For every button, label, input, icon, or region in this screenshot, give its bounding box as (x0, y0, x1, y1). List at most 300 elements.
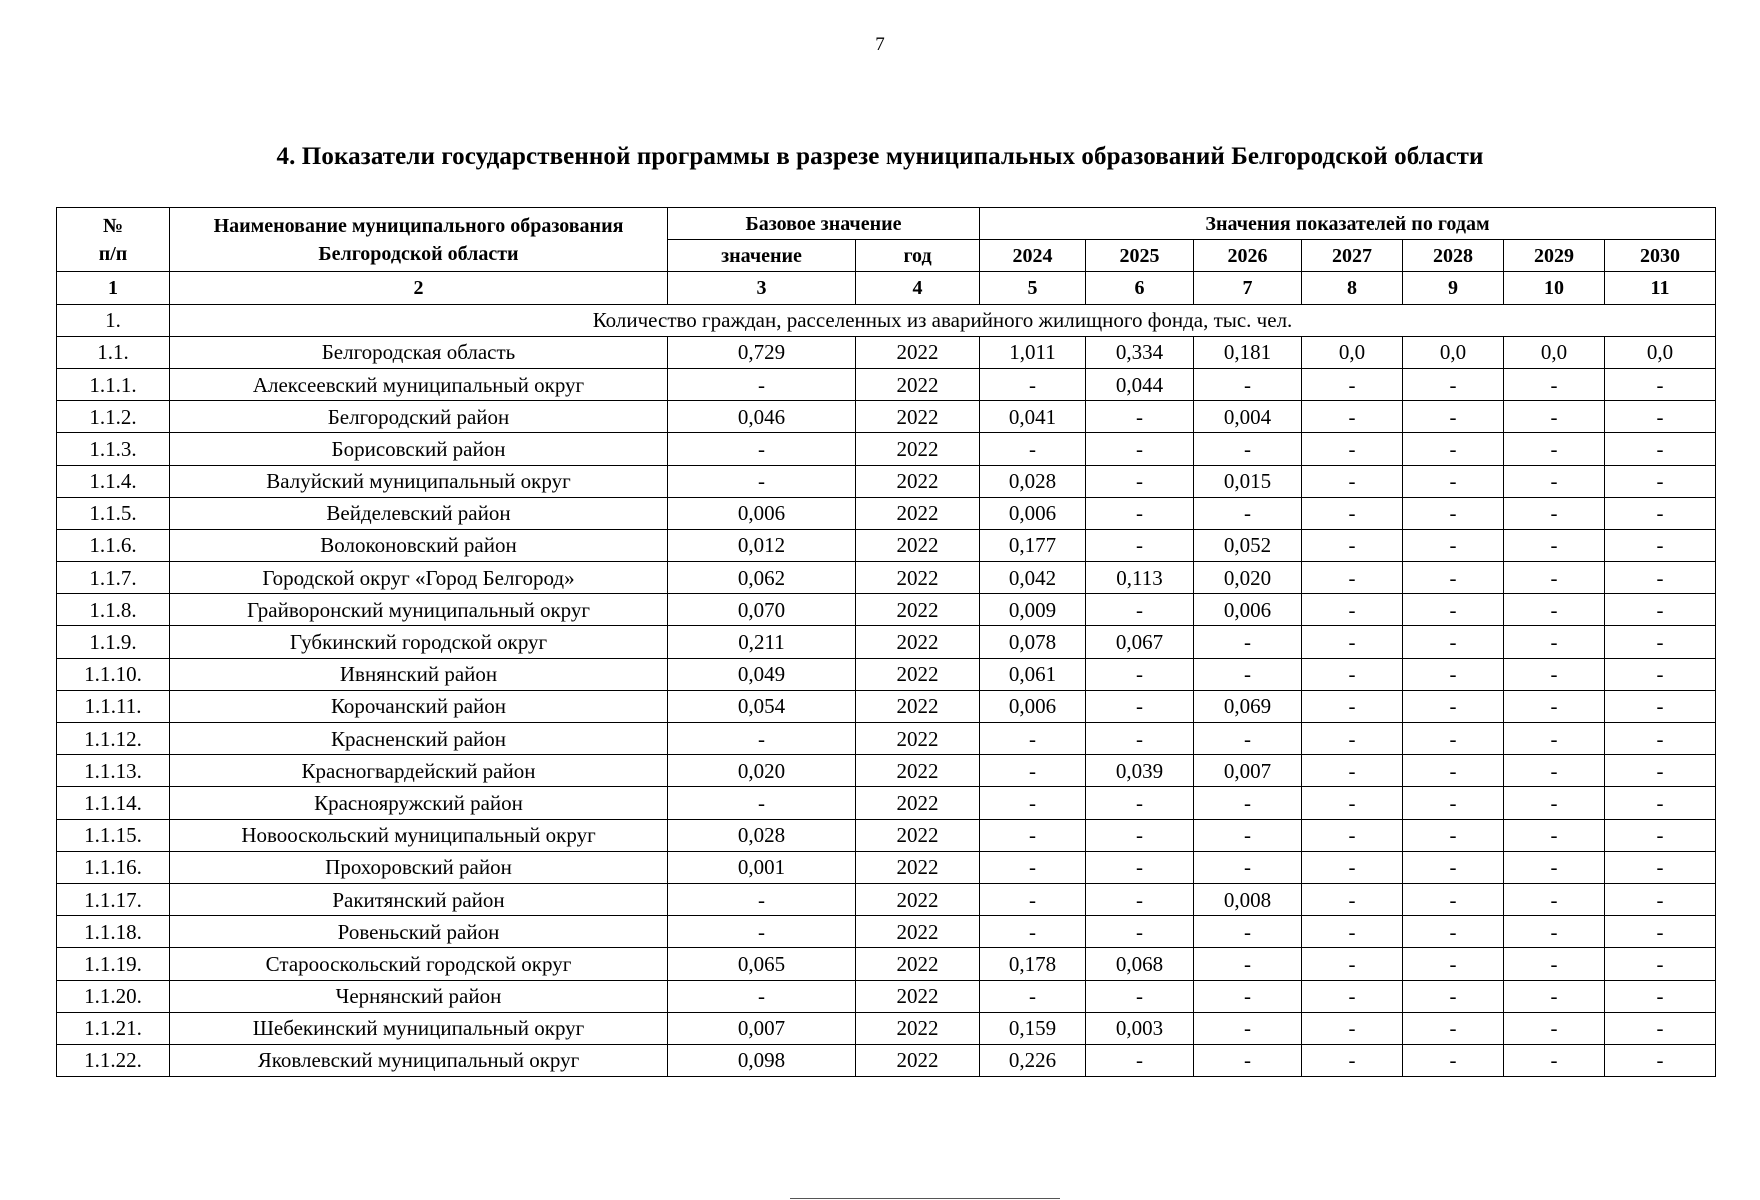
year-value-2028: - (1403, 1012, 1504, 1044)
municipality-name: Красненский район (170, 723, 668, 755)
year-value-2027: - (1302, 401, 1403, 433)
year-value-2029: - (1504, 755, 1605, 787)
year-value-2027: - (1302, 948, 1403, 980)
year-value-2025: - (1086, 690, 1194, 722)
row-number: 1.1.21. (57, 1012, 170, 1044)
row-number: 1.1.1. (57, 368, 170, 400)
base-value: 0,211 (668, 626, 856, 658)
year-value-2024: 0,177 (980, 529, 1086, 561)
year-value-2025: - (1086, 465, 1194, 497)
year-value-2024: 0,006 (980, 690, 1086, 722)
row-number: 1.1.11. (57, 690, 170, 722)
year-value-2027: - (1302, 690, 1403, 722)
column-number: 10 (1504, 272, 1605, 304)
year-value-2024: 0,159 (980, 1012, 1086, 1044)
year-value-2029: - (1504, 787, 1605, 819)
year-value-2029: - (1504, 433, 1605, 465)
row-number: 1.1.19. (57, 948, 170, 980)
base-year: 2022 (856, 819, 980, 851)
year-value-2029: - (1504, 883, 1605, 915)
year-value-2025: - (1086, 401, 1194, 433)
year-value-2030: - (1605, 1012, 1716, 1044)
year-value-2027: - (1302, 562, 1403, 594)
year-value-2025: - (1086, 883, 1194, 915)
year-value-2027: - (1302, 819, 1403, 851)
base-value: 0,020 (668, 755, 856, 787)
year-value-2026: 0,004 (1194, 401, 1302, 433)
year-value-2030: - (1605, 658, 1716, 690)
table-row (57, 368, 1716, 400)
base-year: 2022 (856, 529, 980, 561)
municipality-name: Валуйский муниципальный округ (170, 465, 668, 497)
municipality-name: Волоконовский район (170, 529, 668, 561)
section-title: Количество граждан, расселенных из аварийного жилищного фонда, тыс. чел. (170, 304, 1716, 336)
year-value-2030: - (1605, 594, 1716, 626)
base-value: - (668, 368, 856, 400)
table-row (57, 562, 1716, 594)
year-value-2028: - (1403, 819, 1504, 851)
year-value-2024: - (980, 819, 1086, 851)
year-value-2025: 0,044 (1086, 368, 1194, 400)
row-number: 1.1.22. (57, 1044, 170, 1076)
year-value-2027: - (1302, 883, 1403, 915)
year-value-2026: - (1194, 497, 1302, 529)
year-value-2030: - (1605, 819, 1716, 851)
row-number: 1.1.3. (57, 433, 170, 465)
base-value: 0,001 (668, 851, 856, 883)
year-value-2028: - (1403, 433, 1504, 465)
year-value-2024: 0,042 (980, 562, 1086, 594)
base-value: 0,062 (668, 562, 856, 594)
year-value-2028: - (1403, 401, 1504, 433)
table-row (57, 819, 1716, 851)
row-number: 1.1.17. (57, 883, 170, 915)
header-by-years: Значения показателей по годам (980, 208, 1716, 240)
year-value-2029: - (1504, 916, 1605, 948)
year-value-2025: - (1086, 916, 1194, 948)
year-value-2029: 0,0 (1504, 336, 1605, 368)
year-value-2028: - (1403, 594, 1504, 626)
year-value-2024: - (980, 883, 1086, 915)
table-row (57, 626, 1716, 658)
row-number: 1.1.14. (57, 787, 170, 819)
year-value-2027: - (1302, 1044, 1403, 1076)
base-value: - (668, 787, 856, 819)
header-number-line2: п/п (98, 242, 128, 265)
year-value-2029: - (1504, 948, 1605, 980)
page-number: 7 (875, 34, 885, 55)
year-value-2029: - (1504, 626, 1605, 658)
municipality-name: Корочанский район (170, 690, 668, 722)
row-number: 1.1.9. (57, 626, 170, 658)
table-row (57, 465, 1716, 497)
year-value-2030: - (1605, 497, 1716, 529)
row-number: 1.1.8. (57, 594, 170, 626)
year-value-2028: - (1403, 497, 1504, 529)
year-value-2029: - (1504, 562, 1605, 594)
year-value-2029: - (1504, 980, 1605, 1012)
municipality-name: Шебекинский муниципальный округ (170, 1012, 668, 1044)
year-value-2026: 0,181 (1194, 336, 1302, 368)
year-value-2030: - (1605, 433, 1716, 465)
column-number: 4 (856, 272, 980, 304)
municipality-name: Ракитянский район (170, 883, 668, 915)
table-row (57, 1044, 1716, 1076)
base-year: 2022 (856, 851, 980, 883)
year-value-2028: - (1403, 626, 1504, 658)
table-row (57, 497, 1716, 529)
header-base-value: значение (668, 240, 856, 272)
year-value-2028: - (1403, 980, 1504, 1012)
year-value-2026: 0,006 (1194, 594, 1302, 626)
year-value-2025: - (1086, 497, 1194, 529)
year-value-2026: - (1194, 368, 1302, 400)
document-title: 4. Показатели государственной программы в разрезе муниципальных образований Белгородской области (276, 143, 1484, 170)
year-value-2028: - (1403, 723, 1504, 755)
municipality-name: Новооскольский муниципальный округ (170, 819, 668, 851)
year-value-2030: - (1605, 368, 1716, 400)
year-value-2028: - (1403, 755, 1504, 787)
header-name-line1: Наименование муниципального образования (213, 214, 624, 237)
table-row (57, 948, 1716, 980)
table-row (57, 851, 1716, 883)
year-value-2024: 0,061 (980, 658, 1086, 690)
row-number: 1.1.16. (57, 851, 170, 883)
base-value: 0,054 (668, 690, 856, 722)
header-name-line2: Белгородской области (318, 242, 519, 265)
year-value-2024: - (980, 980, 1086, 1012)
year-value-2024: 0,041 (980, 401, 1086, 433)
year-value-2029: - (1504, 401, 1605, 433)
row-number: 1.1.5. (57, 497, 170, 529)
year-value-2024: - (980, 851, 1086, 883)
year-value-2026: 0,007 (1194, 755, 1302, 787)
base-year: 2022 (856, 497, 980, 529)
table-row (57, 980, 1716, 1012)
year-value-2027: - (1302, 626, 1403, 658)
table-row (57, 723, 1716, 755)
base-value: 0,098 (668, 1044, 856, 1076)
table-row (57, 658, 1716, 690)
column-numbers-row (57, 272, 1716, 304)
year-value-2030: - (1605, 690, 1716, 722)
base-year: 2022 (856, 401, 980, 433)
column-number: 6 (1086, 272, 1194, 304)
table-row (57, 916, 1716, 948)
year-value-2030: - (1605, 465, 1716, 497)
base-year: 2022 (856, 980, 980, 1012)
table-row (57, 401, 1716, 433)
year-value-2026: - (1194, 948, 1302, 980)
year-value-2030: - (1605, 851, 1716, 883)
year-value-2024: 0,028 (980, 465, 1086, 497)
year-value-2028: - (1403, 368, 1504, 400)
base-year: 2022 (856, 562, 980, 594)
year-value-2027: - (1302, 1012, 1403, 1044)
year-value-2025: 0,068 (1086, 948, 1194, 980)
year-value-2027: - (1302, 755, 1403, 787)
year-value-2026: - (1194, 819, 1302, 851)
column-number: 8 (1302, 272, 1403, 304)
base-year: 2022 (856, 1012, 980, 1044)
year-value-2025: - (1086, 594, 1194, 626)
year-value-2030: - (1605, 529, 1716, 561)
year-value-2029: - (1504, 1012, 1605, 1044)
base-year: 2022 (856, 948, 980, 980)
year-value-2028: - (1403, 851, 1504, 883)
header-year-2027: 2027 (1302, 240, 1403, 272)
year-value-2030: - (1605, 755, 1716, 787)
year-value-2025: - (1086, 1044, 1194, 1076)
year-value-2025: 0,067 (1086, 626, 1194, 658)
row-number: 1.1.20. (57, 980, 170, 1012)
year-value-2027: - (1302, 916, 1403, 948)
year-value-2024: 0,009 (980, 594, 1086, 626)
table-row (57, 755, 1716, 787)
header-number (57, 208, 170, 272)
year-value-2029: - (1504, 819, 1605, 851)
year-value-2029: - (1504, 594, 1605, 626)
year-value-2028: - (1403, 529, 1504, 561)
header-year-2025: 2025 (1086, 240, 1194, 272)
year-value-2030: - (1605, 883, 1716, 915)
column-number: 2 (170, 272, 668, 304)
year-value-2024: - (980, 916, 1086, 948)
year-value-2030: - (1605, 916, 1716, 948)
year-value-2030: - (1605, 948, 1716, 980)
year-value-2025: 0,039 (1086, 755, 1194, 787)
year-value-2025: 0,113 (1086, 562, 1194, 594)
year-value-2030: - (1605, 562, 1716, 594)
base-year: 2022 (856, 787, 980, 819)
year-value-2024: 1,011 (980, 336, 1086, 368)
base-year: 2022 (856, 626, 980, 658)
row-number: 1.1.15. (57, 819, 170, 851)
year-value-2028: 0,0 (1403, 336, 1504, 368)
base-year: 2022 (856, 465, 980, 497)
column-number: 5 (980, 272, 1086, 304)
year-value-2026: - (1194, 851, 1302, 883)
municipality-name: Прохоровский район (170, 851, 668, 883)
row-number: 1.1.6. (57, 529, 170, 561)
base-value: 0,007 (668, 1012, 856, 1044)
municipality-name: Вейделевский район (170, 497, 668, 529)
base-value: - (668, 883, 856, 915)
year-value-2029: - (1504, 658, 1605, 690)
header-name (170, 208, 668, 272)
year-value-2025: - (1086, 787, 1194, 819)
year-value-2029: - (1504, 723, 1605, 755)
row-number: 1.1. (57, 336, 170, 368)
base-value: 0,012 (668, 529, 856, 561)
table-row (57, 529, 1716, 561)
year-value-2030: - (1605, 401, 1716, 433)
year-value-2028: - (1403, 1044, 1504, 1076)
year-value-2027: - (1302, 980, 1403, 1012)
year-value-2029: - (1504, 368, 1605, 400)
column-number: 11 (1605, 272, 1716, 304)
table-row (57, 336, 1716, 368)
municipality-name: Чернянский район (170, 980, 668, 1012)
year-value-2028: - (1403, 690, 1504, 722)
year-value-2027: - (1302, 594, 1403, 626)
row-number: 1.1.18. (57, 916, 170, 948)
year-value-2027: - (1302, 787, 1403, 819)
header-base-year: год (856, 240, 980, 272)
year-value-2027: 0,0 (1302, 336, 1403, 368)
year-value-2030: 0,0 (1605, 336, 1716, 368)
base-value: - (668, 723, 856, 755)
year-value-2025: - (1086, 529, 1194, 561)
table-body (57, 304, 1716, 1077)
municipality-name: Белгородская область (170, 336, 668, 368)
base-year: 2022 (856, 723, 980, 755)
municipality-name: Ивнянский район (170, 658, 668, 690)
year-value-2030: - (1605, 626, 1716, 658)
header-base: Базовое значение (668, 208, 980, 240)
base-value: - (668, 916, 856, 948)
year-value-2024: 0,226 (980, 1044, 1086, 1076)
base-value: 0,065 (668, 948, 856, 980)
row-number: 1.1.10. (57, 658, 170, 690)
municipality-name: Яковлевский муниципальный округ (170, 1044, 668, 1076)
header-year-2028: 2028 (1403, 240, 1504, 272)
year-value-2027: - (1302, 851, 1403, 883)
year-value-2027: - (1302, 368, 1403, 400)
year-value-2025: - (1086, 819, 1194, 851)
base-year: 2022 (856, 433, 980, 465)
year-value-2026: - (1194, 980, 1302, 1012)
year-value-2028: - (1403, 562, 1504, 594)
base-value: 0,049 (668, 658, 856, 690)
row-number: 1.1.7. (57, 562, 170, 594)
base-value: 0,028 (668, 819, 856, 851)
year-value-2025: - (1086, 723, 1194, 755)
year-value-2027: - (1302, 723, 1403, 755)
header-year-2029: 2029 (1504, 240, 1605, 272)
municipality-name: Краснояружский район (170, 787, 668, 819)
year-value-2026: - (1194, 1044, 1302, 1076)
base-year: 2022 (856, 594, 980, 626)
municipality-name: Алексеевский муниципальный округ (170, 368, 668, 400)
row-number: 1.1.4. (57, 465, 170, 497)
table-row (57, 1012, 1716, 1044)
year-value-2029: - (1504, 529, 1605, 561)
base-value: 0,006 (668, 497, 856, 529)
base-year: 2022 (856, 1044, 980, 1076)
row-number: 1.1.12. (57, 723, 170, 755)
column-number: 3 (668, 272, 856, 304)
municipality-name: Грайворонский муниципальный округ (170, 594, 668, 626)
year-value-2024: - (980, 368, 1086, 400)
indicators-table (56, 207, 1716, 1077)
year-value-2028: - (1403, 658, 1504, 690)
base-value: 0,046 (668, 401, 856, 433)
year-value-2029: - (1504, 851, 1605, 883)
base-value: - (668, 465, 856, 497)
base-year: 2022 (856, 368, 980, 400)
year-value-2026: - (1194, 787, 1302, 819)
year-value-2028: - (1403, 465, 1504, 497)
year-value-2026: - (1194, 1012, 1302, 1044)
year-value-2027: - (1302, 433, 1403, 465)
year-value-2026: 0,052 (1194, 529, 1302, 561)
year-value-2028: - (1403, 948, 1504, 980)
year-value-2025: 0,334 (1086, 336, 1194, 368)
base-value: - (668, 433, 856, 465)
year-value-2026: - (1194, 433, 1302, 465)
header-year-2030: 2030 (1605, 240, 1716, 272)
table-row (57, 594, 1716, 626)
year-value-2024: - (980, 787, 1086, 819)
base-value: 0,070 (668, 594, 856, 626)
base-value: 0,729 (668, 336, 856, 368)
year-value-2025: 0,003 (1086, 1012, 1194, 1044)
year-value-2029: - (1504, 497, 1605, 529)
year-value-2030: - (1605, 723, 1716, 755)
year-value-2025: - (1086, 980, 1194, 1012)
table-row (57, 690, 1716, 722)
row-number: 1.1.13. (57, 755, 170, 787)
base-year: 2022 (856, 916, 980, 948)
year-value-2028: - (1403, 787, 1504, 819)
row-number: 1.1.2. (57, 401, 170, 433)
year-value-2026: - (1194, 723, 1302, 755)
municipality-name: Ровеньский район (170, 916, 668, 948)
header-year-2024: 2024 (980, 240, 1086, 272)
base-year: 2022 (856, 336, 980, 368)
table-row (57, 787, 1716, 819)
column-number: 1 (57, 272, 170, 304)
column-number: 7 (1194, 272, 1302, 304)
year-value-2025: - (1086, 658, 1194, 690)
municipality-name: Борисовский район (170, 433, 668, 465)
section-row (57, 304, 1716, 336)
year-value-2024: - (980, 755, 1086, 787)
year-value-2024: - (980, 723, 1086, 755)
year-value-2026: 0,069 (1194, 690, 1302, 722)
header-number-line1: № (102, 214, 124, 237)
base-year: 2022 (856, 658, 980, 690)
base-year: 2022 (856, 883, 980, 915)
table-row (57, 433, 1716, 465)
municipality-name: Губкинский городской округ (170, 626, 668, 658)
year-value-2028: - (1403, 883, 1504, 915)
year-value-2024: 0,078 (980, 626, 1086, 658)
municipality-name: Городской округ «Город Белгород» (170, 562, 668, 594)
base-year: 2022 (856, 690, 980, 722)
year-value-2025: - (1086, 433, 1194, 465)
year-value-2027: - (1302, 529, 1403, 561)
column-number: 9 (1403, 272, 1504, 304)
year-value-2024: - (980, 433, 1086, 465)
year-value-2029: - (1504, 465, 1605, 497)
municipality-name: Старооскольский городской округ (170, 948, 668, 980)
municipality-name: Красногвардейский район (170, 755, 668, 787)
table-header (57, 208, 1716, 305)
bottom-divider (790, 1198, 1060, 1199)
year-value-2024: 0,006 (980, 497, 1086, 529)
table-row (57, 883, 1716, 915)
year-value-2030: - (1605, 787, 1716, 819)
year-value-2027: - (1302, 497, 1403, 529)
year-value-2026: 0,020 (1194, 562, 1302, 594)
year-value-2027: - (1302, 465, 1403, 497)
year-value-2026: 0,015 (1194, 465, 1302, 497)
year-value-2024: 0,178 (980, 948, 1086, 980)
year-value-2026: - (1194, 658, 1302, 690)
section-number: 1. (57, 304, 170, 336)
